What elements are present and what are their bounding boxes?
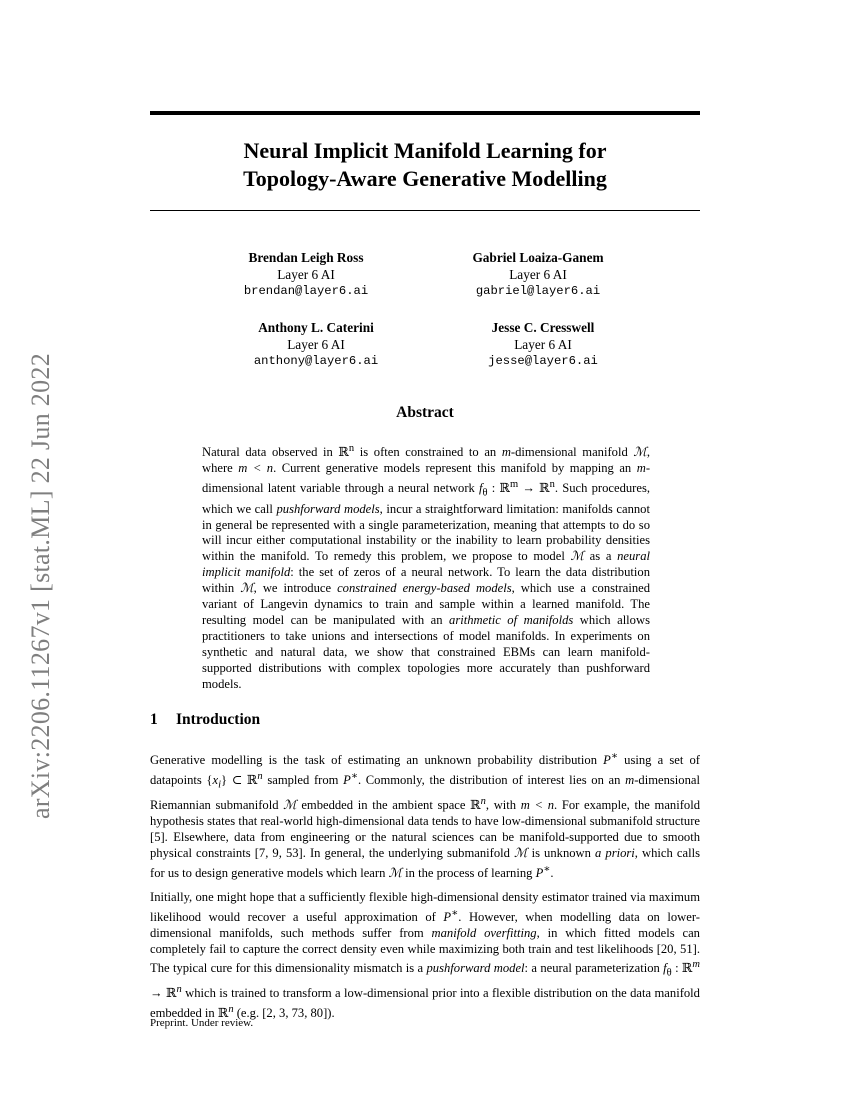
author-affiliation: Layer 6 AI — [509, 267, 567, 282]
author-block — [196, 319, 436, 370]
abstract-body: Natural data observed in ℝ$^n$ is often constrained to an m-dimensional manifold ℳ, where m < n. Current generative models represent this manifold by mapping an m-dimensional latent variable through a neural network $f_\theta$ : ℝ$^m$ → ℝ$^n$. Such procedures, which we call pushforward models, incur a straightforward limitation: manifolds cannot in general be represented with a single parameterization, meaning that attempts to do so will incur either computational instability or the inability to learn probability densities within the manifold. To remedy this problem, we propose to model ℳ as a neural implicit manifold: the set of zeros of a neural network. To learn the data distribution within ℳ, we introduce constrained energy-based models, which use a constrained variant of Langevin dynamics to train and sample within a learned manifold. The resulting model can be manipulated with an arithmetic of manifolds which allows practitioners to take unions and intersections of model manifolds. In experiments on synthetic and natural data, we show that constrained EBMs can learn manifold-supported distributions with complex topologies more accurately than pushforward models. — [202, 443, 651, 691]
author-name: Anthony L. Caterini — [258, 320, 374, 335]
section-number: 1 — [150, 711, 158, 728]
author-block — [418, 249, 658, 300]
arxiv-identifier-stamp: arXiv:2206.11267v1 [stat.ML] 22 Jun 2022 — [26, 353, 55, 819]
intro-paragraph-1: Generative modelling is the task of estimating an unknown probability distribution P∗ using a set of datapoints $\{x_i\}$ ⊂ ℝ$^n$ sampled from P∗. Commonly, the distribution of interest lies on an m-dimensional Riemannian submanifold ℳ embedded in the ambient space ℝ$^n$, with m < n. For example, the manifold hypothesis states that real-world high-dimensional data tends to have low-dimensional submanifold structure [5]. Elsewhere, data from engineering or the natural sciences can be manifold-supported due to smooth physical constraints [7, 9, 53]. In general, the underlying submanifold ℳ is unknown a priori, which calls for us to design generative models which learn ℳ in the process of learning P∗. — [150, 751, 701, 880]
author-email[interactable]: jesse@layer6.ai — [488, 354, 598, 368]
author-name: Brendan Leigh Ross — [248, 250, 364, 265]
abstract-heading: Abstract — [396, 404, 454, 421]
author-name: Jesse C. Cresswell — [491, 320, 595, 335]
author-affiliation: Layer 6 AI — [287, 337, 345, 352]
author-email[interactable]: brendan@layer6.ai — [243, 284, 369, 298]
title-top-rule — [150, 111, 700, 115]
author-email[interactable]: gabriel@layer6.ai — [475, 284, 601, 298]
section-heading-introduction — [150, 711, 260, 729]
introduction-body — [150, 749, 700, 1030]
author-email[interactable]: anthony@layer6.ai — [253, 354, 379, 368]
author-name: Gabriel Loaiza-Ganem — [472, 250, 604, 265]
intro-paragraph-2: Initially, one might hope that a sufficiently flexible high-dimensional density estimator trained via maximum likelihood would recover a useful approximation of P∗. However, when modelling data on lower-dimensional manifolds, such methods suffer from manifold overfitting, in which fitted models can completely fail to capture the correct density even while maximizing both train and test likelihoods [20, 51]. The typical cure for this dimensionality mismatch is a pushforward model: a neural parameterization $f_\theta$ : ℝ$^m$ → ℝ$^n$ which is trained to transform a low-dimensional prior into a flexible distribution on the data manifold embedded in ℝ$^n$ (e.g. [2, 3, 73, 80]). — [150, 889, 701, 1021]
title-line-1: Neural Implicit Manifold Learning for — [243, 138, 607, 163]
author-affiliation: Layer 6 AI — [277, 267, 335, 282]
author-block — [186, 249, 426, 300]
title-line-2: Topology-Aware Generative Modelling — [243, 166, 607, 191]
section-title: Introduction — [176, 711, 261, 728]
footer-note: Preprint. Under review. — [150, 1017, 254, 1029]
title-bottom-rule — [150, 210, 700, 211]
author-block — [423, 319, 663, 370]
paper-title — [150, 137, 700, 193]
author-affiliation: Layer 6 AI — [514, 337, 572, 352]
